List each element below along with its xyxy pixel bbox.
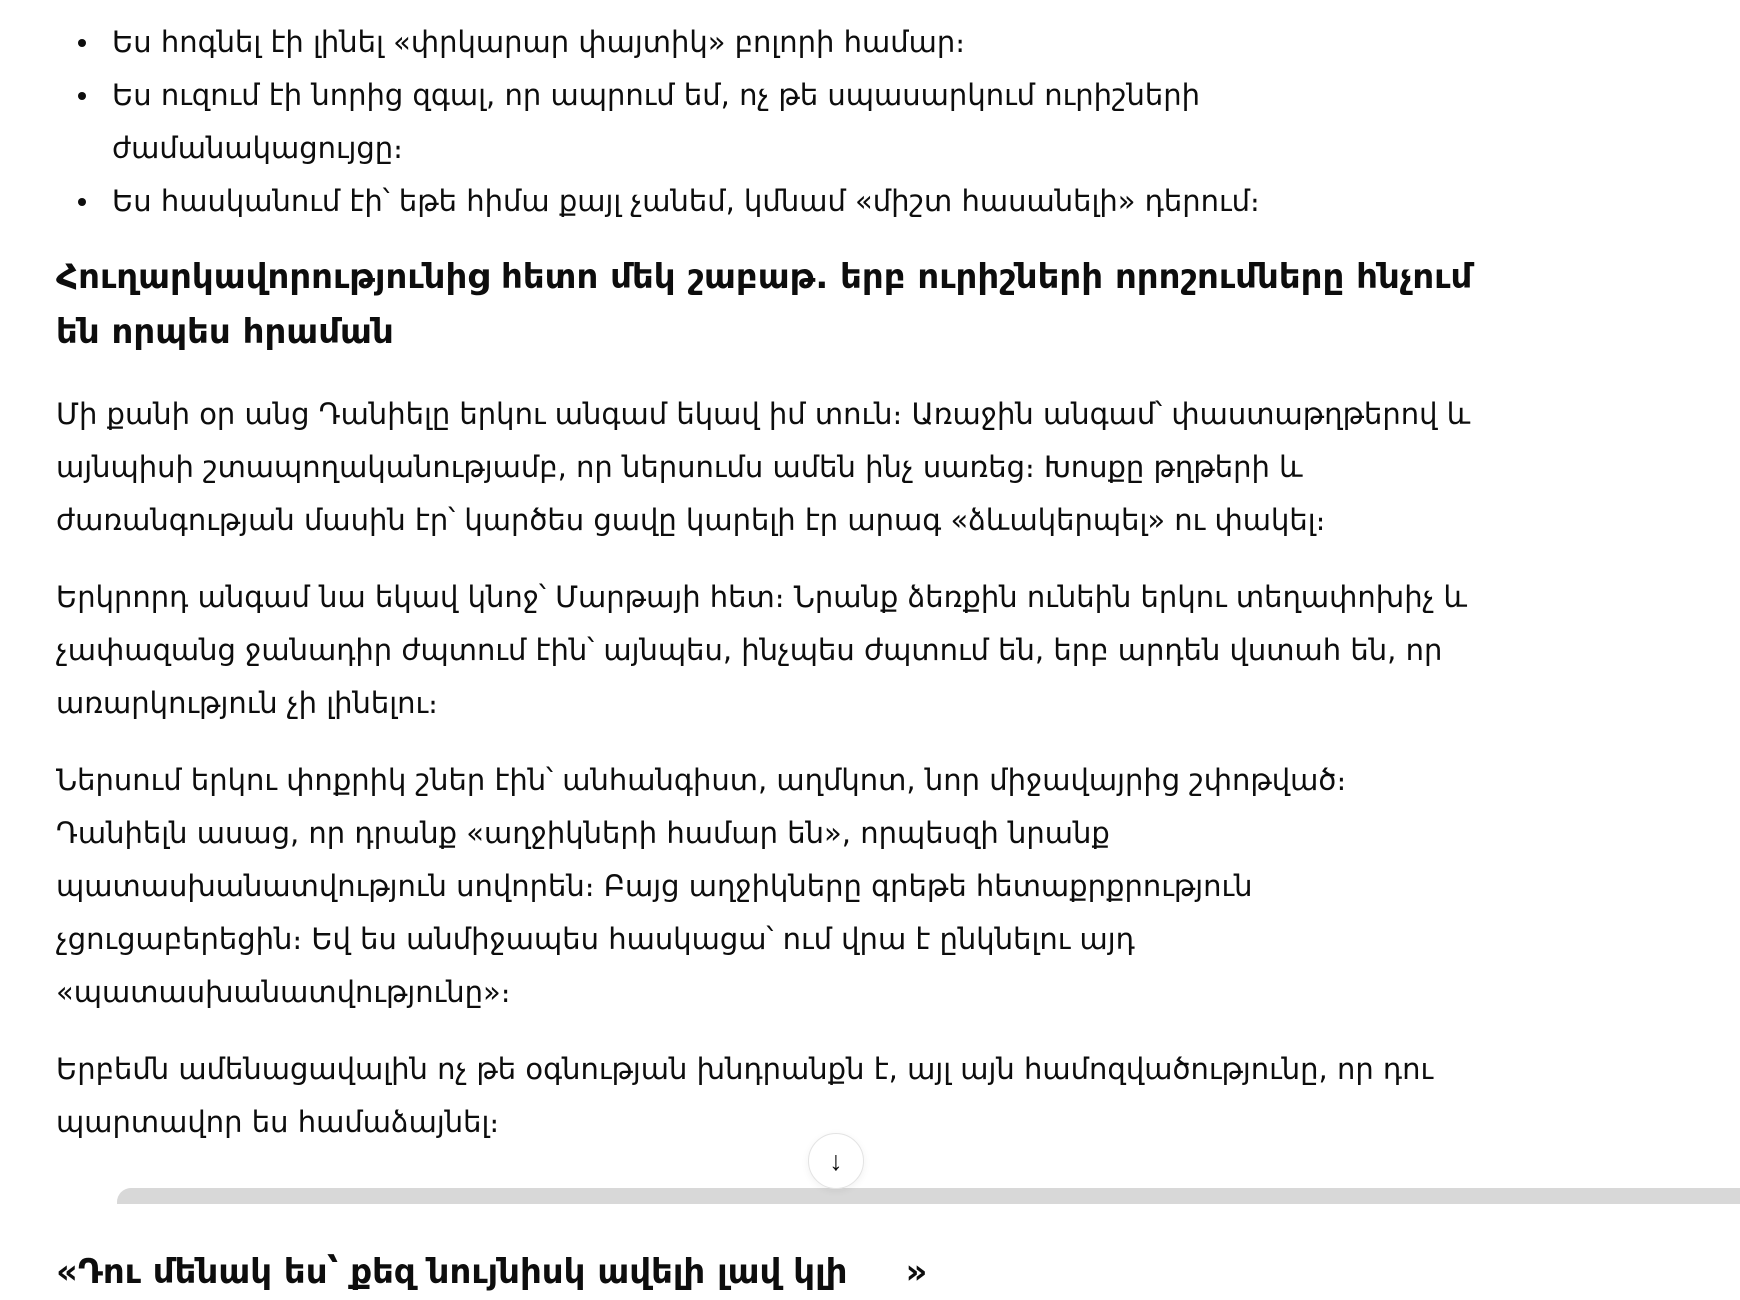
next-heading-text-after: » bbox=[905, 1252, 928, 1292]
composer-bar[interactable] bbox=[117, 1188, 1740, 1204]
bullet-icon bbox=[78, 92, 86, 100]
list-item bbox=[56, 69, 1480, 175]
next-section-heading bbox=[56, 1245, 1480, 1300]
paragraph-3: Ներսում երկու փոքրիկ շներ էին՝ անհանգիստ, աղմկոտ, նոր միջավայրից շփոթված։ Դանիելն ասաց, որ դրանք «աղջիկների համար են», որպեսզի նրանք պատասխանատվություն սովորեն։ Բայց աղջիկները գրեթե հետաքրքրություն չցուցաբերեցին։ Եվ ես անմիջապես հասկացա՝ ում վրա է ընկնելու այդ «պատասխանատվությունը»։ bbox=[56, 763, 1347, 1009]
scroll-to-bottom-button[interactable] bbox=[808, 1133, 864, 1189]
bullet-icon bbox=[78, 198, 86, 206]
list-item-text: Ես հասկանում էի՝ եթե հիմա քայլ չանեմ, կմնամ «միշտ հասանելի» դերում։ bbox=[112, 184, 1260, 218]
list-item-text: Ես ուզում էի նորից զգալ, որ ապրում եմ, ոչ թե սպասարկում ուրիշների ժամանակացույցը։ bbox=[112, 78, 1200, 165]
paragraph-2: Երկրորդ անգամ նա եկավ կնոջ՝ Մարթայի հետ։ Նրանք ձեռքին ունեին երկու տեղափոխիչ և չափազանց ջանադիր ժպտում էին՝ այնպես, ինչպես ժպտում են, երբ արդեն վստահ են, որ առարկություն չի լինելու։ bbox=[56, 580, 1468, 720]
list-item bbox=[56, 175, 1480, 228]
section-heading: Հուղարկավորությունից հետո մեկ շաբաթ. երբ ուրիշների որոշումները հնչում են որպես հրաման bbox=[56, 257, 1473, 352]
paragraph-4: Երբեմն ամենացավալին ոչ թե օգնության խնդրանքն է, այլ այն համոզվածությունը, որ դու պարտավոր ես համաձայնել։ bbox=[56, 1052, 1434, 1139]
next-heading-text-before: «Դու մենակ ես՝ քեզ նույնիսկ ավելի լավ կլի bbox=[56, 1252, 848, 1292]
paragraph-1: Մի քանի օր անց Դանիելը երկու անգամ եկավ իմ տուն։ Առաջին անգամ՝ փաստաթղթերով և այնպիսի շտապողականությամբ, որ ներսումս ամեն ինչ սառեց։ Խոսքը թղթերի և ժառանգության մասին էր՝ կարծես ցավը կարելի էր արագ «ձևակերպել» ու փակել։ bbox=[56, 397, 1471, 537]
list-item bbox=[56, 16, 1480, 69]
bullet-icon bbox=[78, 39, 86, 47]
bullet-list bbox=[56, 16, 1480, 228]
list-item-text: Ես հոգնել էի լինել «փրկարար փայտիկ» բոլորի համար։ bbox=[112, 25, 966, 59]
down-arrow-icon: ↓ bbox=[829, 1145, 843, 1176]
